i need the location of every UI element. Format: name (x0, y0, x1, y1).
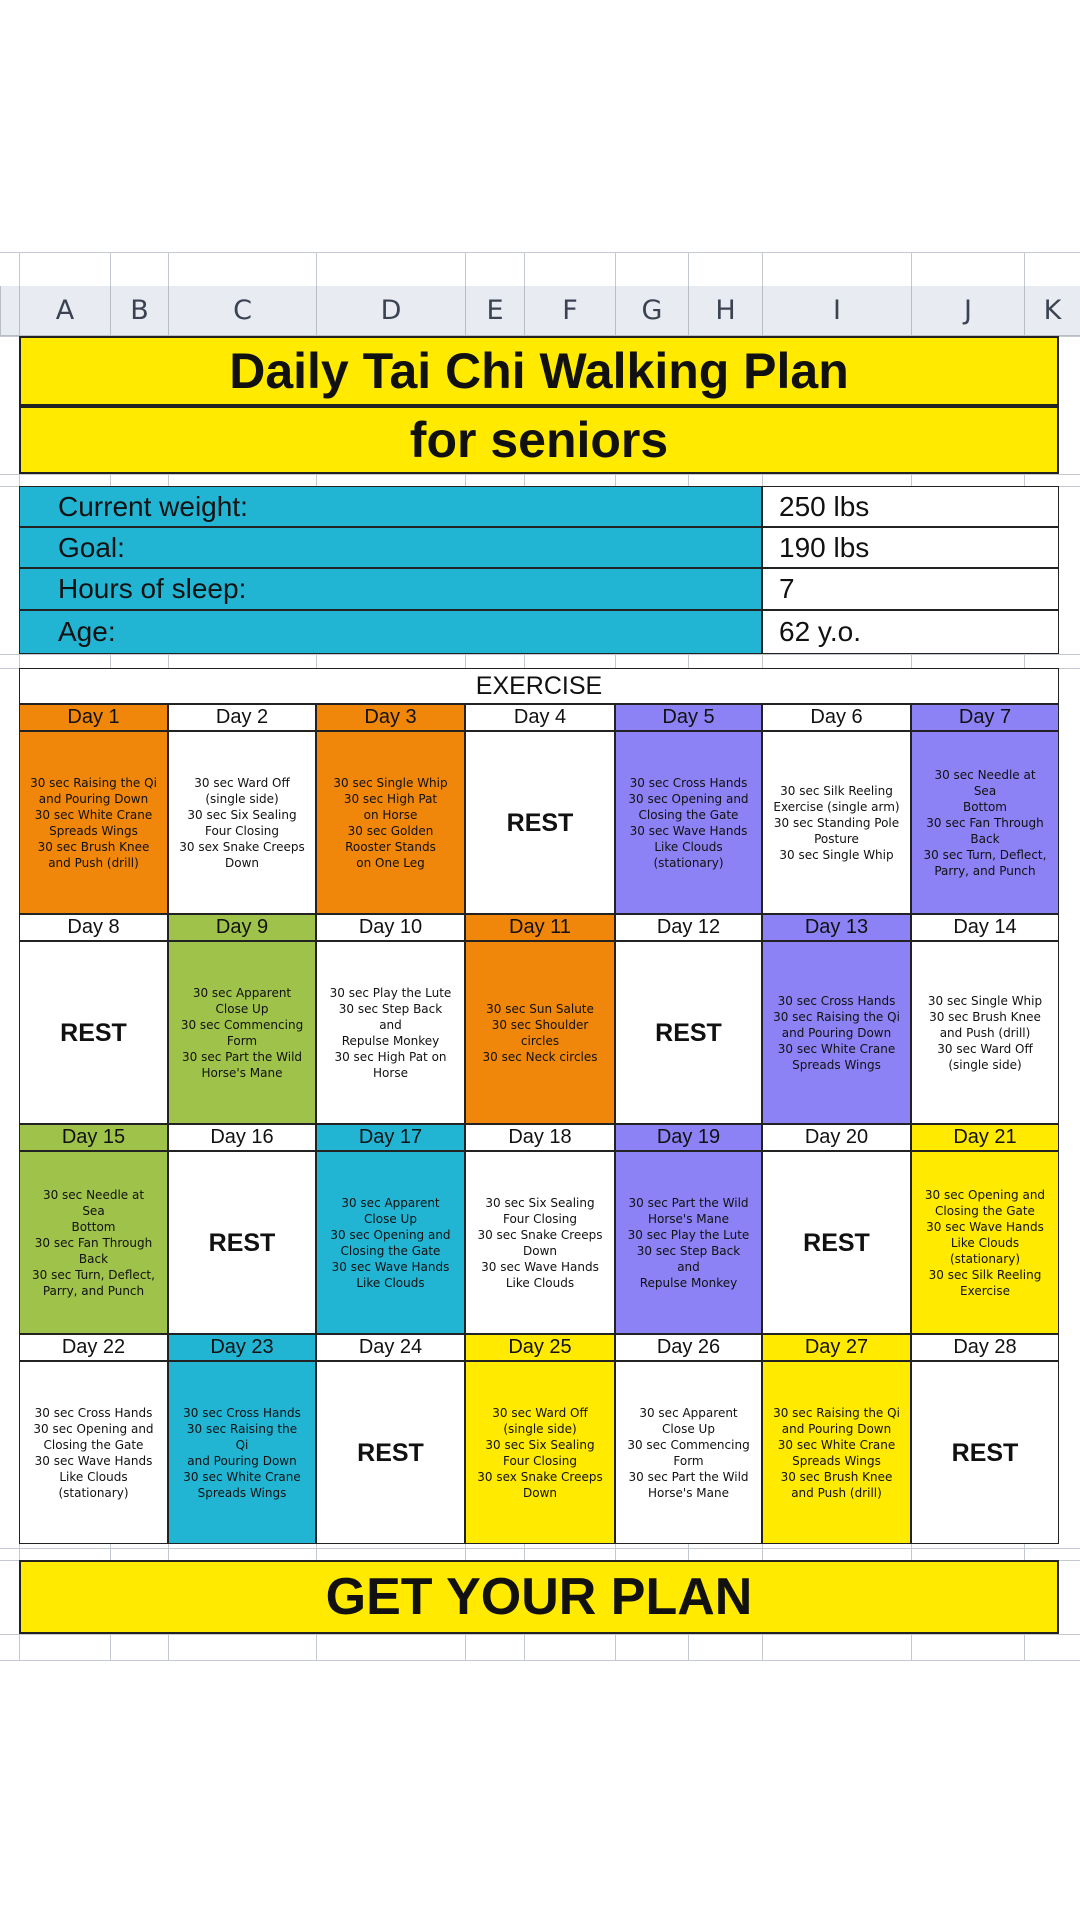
day-10-exercises[interactable]: 30 sec Play the Lute 30 sec Step Back and Repulse Monkey 30 sec High Pat on Horse (316, 941, 465, 1124)
day-8-header[interactable]: Day 8 (19, 914, 168, 941)
title-line-2: for seniors (19, 406, 1059, 474)
day-23-header[interactable]: Day 23 (168, 1334, 316, 1361)
column-header-g[interactable]: G (615, 286, 688, 336)
day-10-header[interactable]: Day 10 (316, 914, 465, 941)
day-2-header[interactable]: Day 2 (168, 704, 316, 731)
day-15-header[interactable]: Day 15 (19, 1124, 168, 1151)
info-value-age[interactable]: 62 y.o. (762, 610, 1059, 654)
day-12-exercises[interactable]: REST (615, 941, 762, 1124)
column-header-e[interactable]: E (465, 286, 524, 336)
day-9-exercises[interactable]: 30 sec Apparent Close Up 30 sec Commencing Form 30 sec Part the Wild Horse's Mane (168, 941, 316, 1124)
column-header-k[interactable]: K (1024, 286, 1080, 336)
corner-cell (0, 286, 19, 336)
day-5-header[interactable]: Day 5 (615, 704, 762, 731)
day-14-exercises[interactable]: 30 sec Single Whip 30 sec Brush Knee and Push (drill) 30 sec Ward Off (single side) (911, 941, 1059, 1124)
day-14-header[interactable]: Day 14 (911, 914, 1059, 941)
day-1-exercises[interactable]: 30 sec Raising the Qi and Pouring Down 30 sec White Crane Spreads Wings 30 sec Brush Knee and Push (drill) (19, 731, 168, 914)
info-label-goal: Goal: (19, 527, 762, 568)
gridline (0, 252, 1080, 253)
gridline (0, 1548, 1080, 1549)
day-19-exercises[interactable]: 30 sec Part the Wild Horse's Mane 30 sec Play the Lute 30 sec Step Back and Repulse Monkey (615, 1151, 762, 1334)
day-15-exercises[interactable]: 30 sec Needle at Sea Bottom 30 sec Fan Through Back 30 sec Turn, Deflect, Parry, and Punch (19, 1151, 168, 1334)
day-27-exercises[interactable]: 30 sec Raising the Qi and Pouring Down 30 sec White Crane Spreads Wings 30 sec Brush Knee and Push (drill) (762, 1361, 911, 1544)
day-26-exercises[interactable]: 30 sec Apparent Close Up 30 sec Commencing Form 30 sec Part the Wild Horse's Mane (615, 1361, 762, 1544)
day-13-exercises[interactable]: 30 sec Cross Hands 30 sec Raising the Qi and Pouring Down 30 sec White Crane Spreads Wings (762, 941, 911, 1124)
day-17-exercises[interactable]: 30 sec Apparent Close Up 30 sec Opening and Closing the Gate 30 sec Wave Hands Like Clouds (316, 1151, 465, 1334)
day-22-exercises[interactable]: 30 sec Cross Hands 30 sec Opening and Closing the Gate 30 sec Wave Hands Like Clouds (stationary) (19, 1361, 168, 1544)
day-19-header[interactable]: Day 19 (615, 1124, 762, 1151)
day-21-header[interactable]: Day 21 (911, 1124, 1059, 1151)
day-9-header[interactable]: Day 9 (168, 914, 316, 941)
column-header-h[interactable]: H (688, 286, 762, 336)
day-28-header[interactable]: Day 28 (911, 1334, 1059, 1361)
day-16-exercises[interactable]: REST (168, 1151, 316, 1334)
day-24-exercises[interactable]: REST (316, 1361, 465, 1544)
day-4-header[interactable]: Day 4 (465, 704, 615, 731)
get-your-plan-button[interactable]: GET YOUR PLAN (19, 1560, 1059, 1634)
day-23-exercises[interactable]: 30 sec Cross Hands 30 sec Raising the Qi and Pouring Down 30 sec White Crane Spreads Wings (168, 1361, 316, 1544)
day-8-exercises[interactable]: REST (19, 941, 168, 1124)
day-22-header[interactable]: Day 22 (19, 1334, 168, 1361)
day-27-header[interactable]: Day 27 (762, 1334, 911, 1361)
day-7-exercises[interactable]: 30 sec Needle at Sea Bottom 30 sec Fan Through Back 30 sec Turn, Deflect, Parry, and Punch (911, 731, 1059, 914)
column-header-a[interactable]: A (19, 286, 110, 336)
column-header-c[interactable]: C (168, 286, 316, 336)
day-7-header[interactable]: Day 7 (911, 704, 1059, 731)
day-25-exercises[interactable]: 30 sec Ward Off (single side) 30 sec Six Sealing Four Closing 30 sex Snake Creeps Down (465, 1361, 615, 1544)
column-header-j[interactable]: J (911, 286, 1024, 336)
column-header-f[interactable]: F (524, 286, 615, 336)
day-13-header[interactable]: Day 13 (762, 914, 911, 941)
day-12-header[interactable]: Day 12 (615, 914, 762, 941)
day-17-header[interactable]: Day 17 (316, 1124, 465, 1151)
day-21-exercises[interactable]: 30 sec Opening and Closing the Gate 30 sec Wave Hands Like Clouds (stationary) 30 sec Silk Reeling Exercise (911, 1151, 1059, 1334)
day-1-header[interactable]: Day 1 (19, 704, 168, 731)
day-3-header[interactable]: Day 3 (316, 704, 465, 731)
info-label-current-weight: Current weight: (19, 486, 762, 527)
day-11-header[interactable]: Day 11 (465, 914, 615, 941)
day-16-header[interactable]: Day 16 (168, 1124, 316, 1151)
column-header-b[interactable]: B (110, 286, 168, 336)
day-6-exercises[interactable]: 30 sec Silk Reeling Exercise (single arm) 30 sec Standing Pole Posture 30 sec Single Whip (762, 731, 911, 914)
day-25-header[interactable]: Day 25 (465, 1334, 615, 1361)
gridline (0, 1634, 1080, 1635)
day-24-header[interactable]: Day 24 (316, 1334, 465, 1361)
gridline (0, 1660, 1080, 1661)
info-label-age: Age: (19, 610, 762, 654)
day-18-header[interactable]: Day 18 (465, 1124, 615, 1151)
day-5-exercises[interactable]: 30 sec Cross Hands 30 sec Opening and Closing the Gate 30 sec Wave Hands Like Clouds (stationary) (615, 731, 762, 914)
gridline (0, 654, 1080, 655)
day-18-exercises[interactable]: 30 sec Six Sealing Four Closing 30 sec Snake Creeps Down 30 sec Wave Hands Like Clouds (465, 1151, 615, 1334)
exercise-header: EXERCISE (19, 668, 1059, 704)
day-3-exercises[interactable]: 30 sec Single Whip 30 sec High Pat on Horse 30 sec Golden Rooster Stands on One Leg (316, 731, 465, 914)
day-20-header[interactable]: Day 20 (762, 1124, 911, 1151)
column-header-i[interactable]: I (762, 286, 911, 336)
day-11-exercises[interactable]: 30 sec Sun Salute 30 sec Shoulder circles 30 sec Neck circles (465, 941, 615, 1124)
info-value-sleep[interactable]: 7 (762, 568, 1059, 610)
info-value-goal[interactable]: 190 lbs (762, 527, 1059, 568)
title-line-1: Daily Tai Chi Walking Plan (19, 336, 1059, 406)
gridline (0, 474, 1080, 475)
info-value-current-weight[interactable]: 250 lbs (762, 486, 1059, 527)
day-2-exercises[interactable]: 30 sec Ward Off (single side) 30 sec Six Sealing Four Closing 30 sex Snake Creeps Down (168, 731, 316, 914)
day-26-header[interactable]: Day 26 (615, 1334, 762, 1361)
day-4-exercises[interactable]: REST (465, 731, 615, 914)
day-28-exercises[interactable]: REST (911, 1361, 1059, 1544)
info-label-sleep: Hours of sleep: (19, 568, 762, 610)
day-20-exercises[interactable]: REST (762, 1151, 911, 1334)
day-6-header[interactable]: Day 6 (762, 704, 911, 731)
column-header-d[interactable]: D (316, 286, 465, 336)
